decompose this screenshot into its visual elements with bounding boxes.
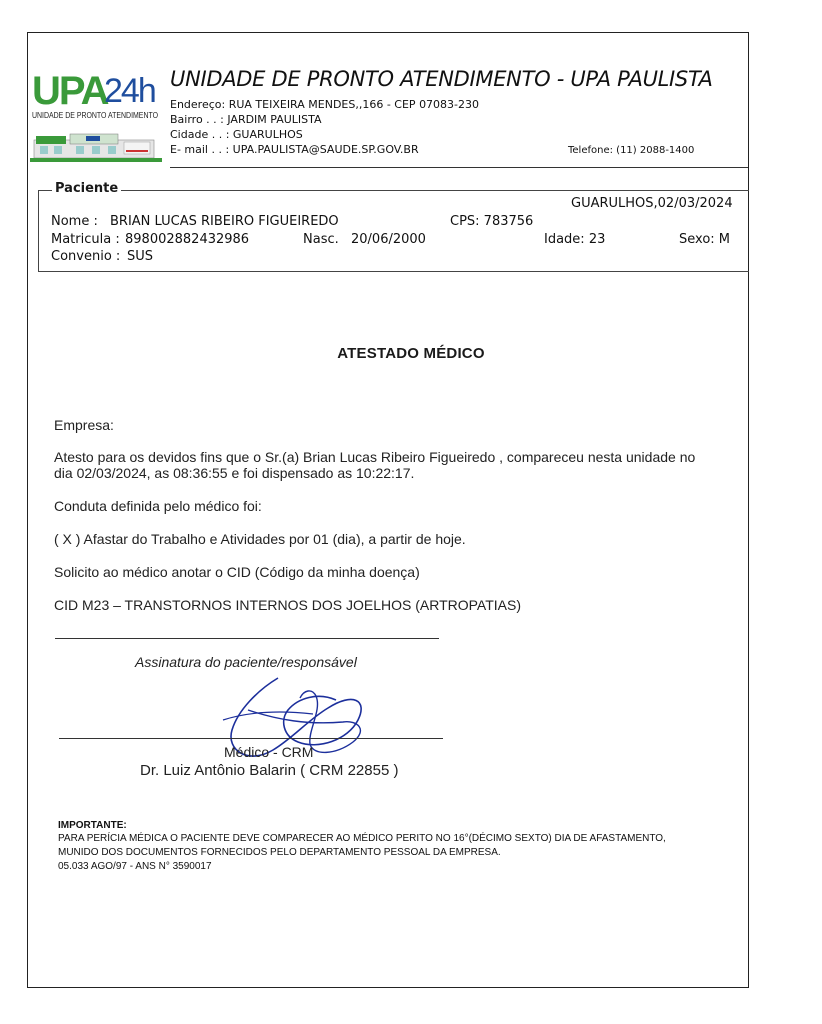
patient-signature-line bbox=[55, 638, 439, 639]
patient-legend: Paciente bbox=[52, 181, 121, 196]
solicito-text: Solicito ao médico anotar o CID (Código da minha doença) bbox=[54, 564, 420, 580]
convenio-label: Convenio : bbox=[51, 249, 121, 264]
patient-idade: Idade: 23 bbox=[544, 232, 606, 247]
matricula-label: Matricula : bbox=[51, 232, 120, 247]
header-divider bbox=[170, 167, 748, 168]
clinic-address: Endereço: RUA TEIXEIRA MENDES,,166 - CEP 07083-230 bbox=[170, 98, 480, 111]
footer-line-1: PARA PERÍCIA MÉDICA O PACIENTE DEVE COMPARECER AO MÉDICO PERITO NO 16°(DÉCIMO SEXTO) DIA DE AFASTAMENTO, bbox=[58, 833, 666, 844]
place-date: GUARULHOS,02/03/2024 bbox=[571, 196, 733, 211]
doctor-signature-line bbox=[59, 738, 443, 739]
patient-matricula: 898002882432986 bbox=[125, 232, 250, 247]
footer-line-3: 05.033 AGO/97 - ANS N° 3590017 bbox=[58, 861, 212, 872]
svg-text:UPA: UPA bbox=[32, 69, 108, 113]
empresa-label: Empresa: bbox=[54, 417, 114, 433]
atesto-line-1: Atesto para os devidos fins que o Sr.(a) Brian Lucas Ribeiro Figueiredo , compareceu nesta unidade no bbox=[54, 449, 696, 465]
afastar-text: ( X ) Afastar do Trabalho e Atividades por 01 (dia), a partir de hoje. bbox=[54, 531, 466, 547]
nome-label: Nome : bbox=[51, 214, 98, 229]
conduta-text: Conduta definida pelo médico foi: bbox=[54, 498, 262, 514]
svg-text:24h: 24h bbox=[104, 72, 155, 110]
svg-text:UNIDADE DE PRONTO ATENDIMENTO: UNIDADE DE PRONTO ATENDIMENTO bbox=[32, 111, 158, 120]
clinic-telefone: Telefone: (11) 2088-1400 bbox=[568, 145, 695, 156]
patient-nasc: 20/06/2000 bbox=[351, 232, 426, 247]
patient-cps: CPS: 783756 bbox=[450, 214, 534, 229]
nasc-label: Nasc. bbox=[303, 232, 339, 247]
upa24h-logo bbox=[30, 64, 162, 164]
doctor-name: Dr. Luiz Antônio Balarin ( CRM 22855 ) bbox=[140, 762, 399, 779]
clinic-title: UNIDADE DE PRONTO ATENDIMENTO - UPA PAULISTA bbox=[170, 67, 713, 91]
patient-sexo: Sexo: M bbox=[679, 232, 730, 247]
footer-line-2: MUNIDO DOS DOCUMENTOS FORNECIDOS PELO DEPARTAMENTO PESSOAL DA EMPRESA. bbox=[58, 847, 501, 858]
clinic-bairro: Bairro . . : JARDIM PAULISTA bbox=[170, 113, 322, 126]
atesto-line-2: dia 02/03/2024, as 08:36:55 e foi dispensado as 10:22:17. bbox=[54, 465, 415, 481]
importante-label: IMPORTANTE: bbox=[58, 820, 127, 831]
cid-text: CID M23 – TRANSTORNOS INTERNOS DOS JOELHOS (ARTROPATIAS) bbox=[54, 597, 522, 613]
medico-crm-label: Médico - CRM bbox=[224, 744, 314, 760]
patient-convenio: SUS bbox=[127, 249, 154, 264]
document-title: ATESTADO MÉDICO bbox=[337, 345, 485, 362]
clinic-cidade: Cidade . . : GUARULHOS bbox=[170, 128, 303, 141]
clinic-email: E- mail . . : UPA.PAULISTA@SAUDE.SP.GOV.BR bbox=[170, 143, 419, 156]
patient-signature-label: Assinatura do paciente/responsável bbox=[135, 654, 357, 670]
patient-name: BRIAN LUCAS RIBEIRO FIGUEIREDO bbox=[110, 214, 339, 229]
